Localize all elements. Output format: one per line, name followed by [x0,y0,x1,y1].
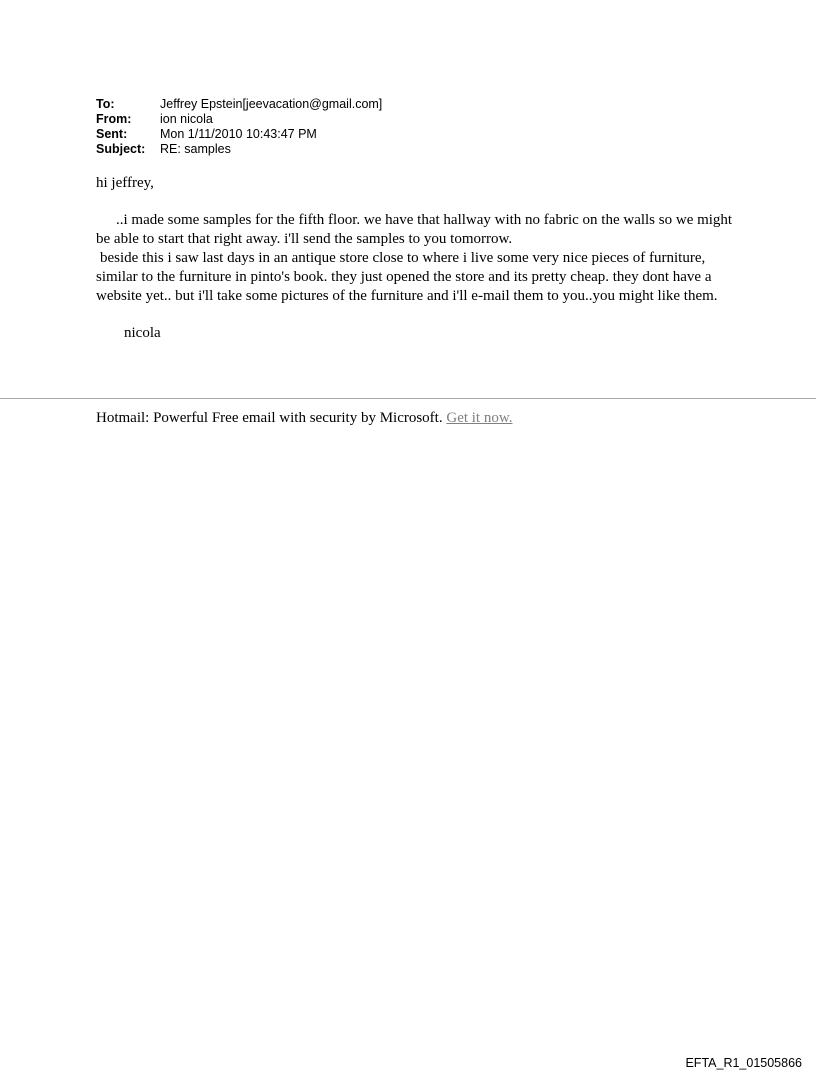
footer-divider [0,398,816,399]
email-signature: nicola [124,325,161,341]
hotmail-footer [96,409,512,428]
email-paragraph-1: ..i made some samples for the fifth floor. we have that hallway with no fabric on the walls so we might be able to start that right away. i'll send the samples to you tomorrow. [96,212,736,247]
to-label: To: [96,97,115,111]
sent-row [96,127,382,142]
to-row [96,97,382,112]
document-id: EFTA_R1_01505866 [685,1056,802,1070]
footer-text: Hotmail: Powerful Free email with security by Microsoft. [96,410,447,426]
subject-row [96,142,382,157]
sent-label: Sent: [96,127,128,141]
email-greeting: hi jeffrey, [96,175,154,191]
email-header [96,97,382,157]
from-value: ion nicola [160,112,213,126]
to-value: Jeffrey Epstein[jeevacation@gmail.com] [160,97,383,111]
subject-label: Subject: [96,142,146,156]
from-label: From: [96,112,132,126]
sent-value: Mon 1/11/2010 10:43:47 PM [160,127,317,141]
email-body [96,174,736,343]
from-row [96,112,382,127]
email-paragraph-2: beside this i saw last days in an antique store close to where i live some very nice pieces of furniture, similar to the furniture in pinto's book. they just opened the store and its pretty cheap. they dont have a website yet.. but i'll take some pictures of the furniture and i'll e-mail them to you..you might like them. [96,250,718,304]
subject-value: RE: samples [160,142,231,156]
get-it-now-link[interactable]: Get it now. [446,410,513,426]
